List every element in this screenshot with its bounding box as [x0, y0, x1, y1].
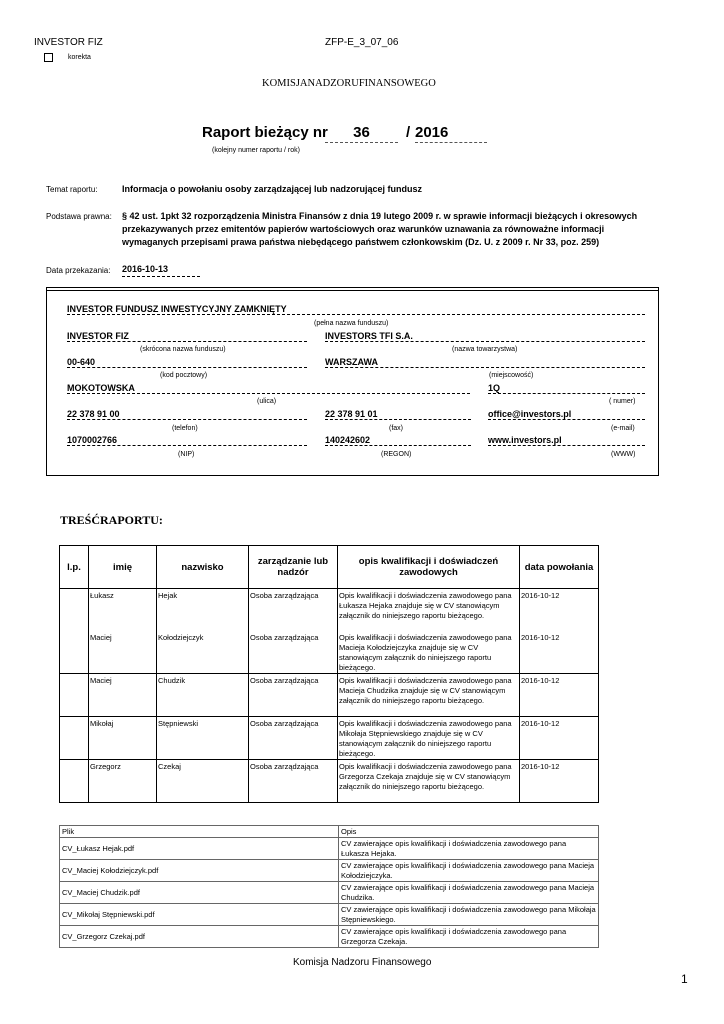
data-przekazania-value: 2016-10-13 — [122, 263, 200, 277]
authority-name: KOMISJANADZORUFINANSOWEGO — [262, 78, 436, 89]
attachment-description: CV zawierające opis kwalifikacji i doświadczenia zawodowego pana Grzegorza Czekaja. — [339, 926, 599, 948]
data-cell: 2016-10-12 — [520, 717, 599, 760]
rola-cell: Osoba zarządzająca — [249, 674, 338, 717]
footer-text: Komisja Nadzoru Finansowego — [293, 957, 432, 968]
content-heading: TREŚĆRAPORTU: — [60, 513, 163, 527]
report-subtitle: (kolejny numer raportu / rok) — [212, 147, 300, 154]
fund-full-name: INVESTOR FUNDUSZ INWESTYCYJNY ZAMKNIĘTY — [67, 304, 645, 315]
appointments-table — [59, 545, 599, 803]
phone: 22 378 91 00 — [67, 409, 307, 420]
report-year: 2016 — [415, 124, 487, 143]
fax: 22 378 91 01 — [325, 409, 471, 420]
rola-cell: Osoba zarządzająca — [249, 760, 338, 803]
rola-cell: Osoba zarządzająca — [249, 631, 338, 674]
podstawa-line-3: wymaganych przepisami prawa państwa niebędącego państwem członkowskim (Dz. U. z 2009 r. Nr 33, poz. 259) — [122, 237, 600, 247]
street: MOKOTOWSKA — [67, 383, 470, 394]
www[interactable]: www.investors.pl — [488, 435, 645, 446]
report-slash: / — [406, 124, 411, 141]
fund-info-box — [46, 287, 659, 476]
opis-cell: Opis kwalifikacji i doświadczenia zawodowego pana Łukasza Hejaka znajduje się w CV stanowiącym załącznik do niniejszego raportu bieżącego. — [338, 589, 520, 632]
attachment-row — [60, 882, 599, 904]
nazwisko-cell: Chudzik — [157, 674, 249, 717]
podstawa-line-1: § 42 ust. 1pkt 32 rozporządzenia Ministra Finansów z dnia 19 lutego 2009 r. w sprawie informacji bieżących i okresowych — [122, 211, 638, 221]
company-name-label: (nazwa towarzystwa) — [452, 346, 518, 353]
imie-cell: Grzegorz — [89, 760, 157, 803]
imie-cell: Maciej — [89, 674, 157, 717]
table-row — [60, 717, 599, 760]
email-label: (e-mail) — [611, 425, 635, 432]
temat-label: Temat raportu: — [46, 185, 98, 194]
fax-label: (fax) — [389, 425, 403, 432]
fund-short-name-label: (skrócona nazwa funduszu) — [140, 346, 226, 353]
data-cell: 2016-10-12 — [520, 589, 599, 632]
company-name: INVESTORS TFI S.A. — [325, 331, 645, 342]
attachment-row — [60, 926, 599, 948]
table-row — [60, 674, 599, 717]
col-plik: Plik — [60, 826, 339, 838]
postal-code: 00-640 — [67, 357, 307, 368]
building-number: 1Q — [488, 383, 645, 394]
attachments-header-row — [60, 826, 599, 838]
attachment-description: CV zawierające opis kwalifikacji i doświadczenia zawodowego pana Łukasza Hejaka. — [339, 838, 599, 860]
podstawa-label: Podstawa prawna: — [46, 212, 112, 221]
attachment-description: CV zawierające opis kwalifikacji i doświadczenia zawodowego pana Macieja Chudzika. — [339, 882, 599, 904]
lp-cell — [60, 717, 89, 760]
opis-cell: Opis kwalifikacji i doświadczenia zawodowego pana Macieja Kołodziejczyka znajduje się w CV stanowiącym załącznik do niniejszego raportu bieżącego. — [338, 631, 520, 674]
rola-cell: Osoba zarządzająca — [249, 717, 338, 760]
attachment-file-link[interactable]: CV_Maciej Kołodziejczyk.pdf — [60, 860, 339, 882]
korekta-checkbox[interactable] — [44, 53, 53, 62]
data-cell: 2016-10-12 — [520, 760, 599, 803]
city-label: (miejscowość) — [489, 372, 534, 379]
lp-cell — [60, 631, 89, 674]
col-opis: Opis — [339, 826, 599, 838]
col-nazwisko: nazwisko — [157, 546, 249, 589]
table-row — [60, 589, 599, 632]
report-title: Raport bieżący nr — [202, 124, 328, 141]
building-number-label: ( numer) — [609, 398, 636, 405]
fund-box-divider — [46, 290, 659, 291]
korekta-label: korekta — [68, 54, 91, 61]
page-number: 1 — [681, 972, 688, 986]
lp-cell — [60, 674, 89, 717]
table-row — [60, 631, 599, 674]
col-zarzadzanie: zarządzanie lub nadzór — [249, 546, 338, 589]
nip: 1070002766 — [67, 435, 307, 446]
attachment-file-link[interactable]: CV_Grzegorz Czekaj.pdf — [60, 926, 339, 948]
col-opis: opis kwalifikacji i doświadczeń zawodowych — [338, 546, 520, 589]
data-przekazania-label: Data przekazania: — [46, 266, 111, 275]
lp-cell — [60, 760, 89, 803]
col-data: data powołania — [520, 546, 599, 589]
attachment-row — [60, 838, 599, 860]
street-label: (ulica) — [257, 398, 277, 405]
phone-label: (telefon) — [172, 425, 198, 432]
col-imie: imię — [89, 546, 157, 589]
fund-short-name: INVESTOR FIZ — [67, 331, 307, 342]
attachment-file-link[interactable]: CV_Maciej Chudzik.pdf — [60, 882, 339, 904]
lp-cell — [60, 589, 89, 632]
attachment-description: CV zawierające opis kwalifikacji i doświadczenia zawodowego pana Macieja Kołodziejczyka. — [339, 860, 599, 882]
city: WARSZAWA — [325, 357, 645, 368]
company-short-name: INVESTOR FIZ — [34, 37, 103, 48]
rola-cell: Osoba zarządzająca — [249, 589, 338, 632]
imie-cell: Maciej — [89, 631, 157, 674]
opis-cell: Opis kwalifikacji i doświadczenia zawodowego pana Grzegorza Czekaja znajduje się w CV stanowiącym załącznik do niniejszego raportu bieżącego. — [338, 760, 520, 803]
attachments-table — [59, 825, 599, 948]
email[interactable]: office@investors.pl — [488, 409, 645, 420]
data-cell: 2016-10-12 — [520, 631, 599, 674]
col-lp: l.p. — [60, 546, 89, 589]
report-number: 36 — [325, 124, 398, 143]
attachment-file-link[interactable]: CV_Mikołaj Stępniewski.pdf — [60, 904, 339, 926]
imie-cell: Mikołaj — [89, 717, 157, 760]
nazwisko-cell: Czekaj — [157, 760, 249, 803]
nazwisko-cell: Stępniewski — [157, 717, 249, 760]
opis-cell: Opis kwalifikacji i doświadczenia zawodowego pana Macieja Chudzika znajduje się w CV stanowiącym załącznik do niniejszego raportu bieżącego. — [338, 674, 520, 717]
postal-code-label: (kod pocztowy) — [160, 372, 208, 379]
attachment-description: CV zawierające opis kwalifikacji i doświadczenia zawodowego pana Mikołaja Stępniewskiego. — [339, 904, 599, 926]
table-header-row — [60, 546, 599, 589]
nazwisko-cell: Kołodziejczyk — [157, 631, 249, 674]
nazwisko-cell: Hejak — [157, 589, 249, 632]
form-code: ZFP-E_3_07_06 — [325, 37, 399, 48]
regon-label: (REGON) — [381, 451, 412, 458]
regon: 140242602 — [325, 435, 471, 446]
data-cell: 2016-10-12 — [520, 674, 599, 717]
nip-label: (NIP) — [178, 451, 195, 458]
podstawa-line-2: przekazywanych przez emitentów papierów wartościowych oraz warunków uznawania za równoważne informacji — [122, 224, 605, 234]
table-row — [60, 760, 599, 803]
imie-cell: Łukasz — [89, 589, 157, 632]
fund-full-name-label: (pełna nazwa funduszu) — [314, 320, 389, 327]
attachment-row — [60, 904, 599, 926]
temat-value: Informacja o powołaniu osoby zarządzającej lub nadzorującej fundusz — [122, 184, 423, 194]
opis-cell: Opis kwalifikacji i doświadczenia zawodowego pana Mikołaja Stępniewskiego znajduje się w CV stanowiącym załącznik do niniejszego raportu bieżącego. — [338, 717, 520, 760]
attachment-file-link[interactable]: CV_Łukasz Hejak.pdf — [60, 838, 339, 860]
www-label: (WWW) — [611, 451, 636, 458]
attachment-row — [60, 860, 599, 882]
